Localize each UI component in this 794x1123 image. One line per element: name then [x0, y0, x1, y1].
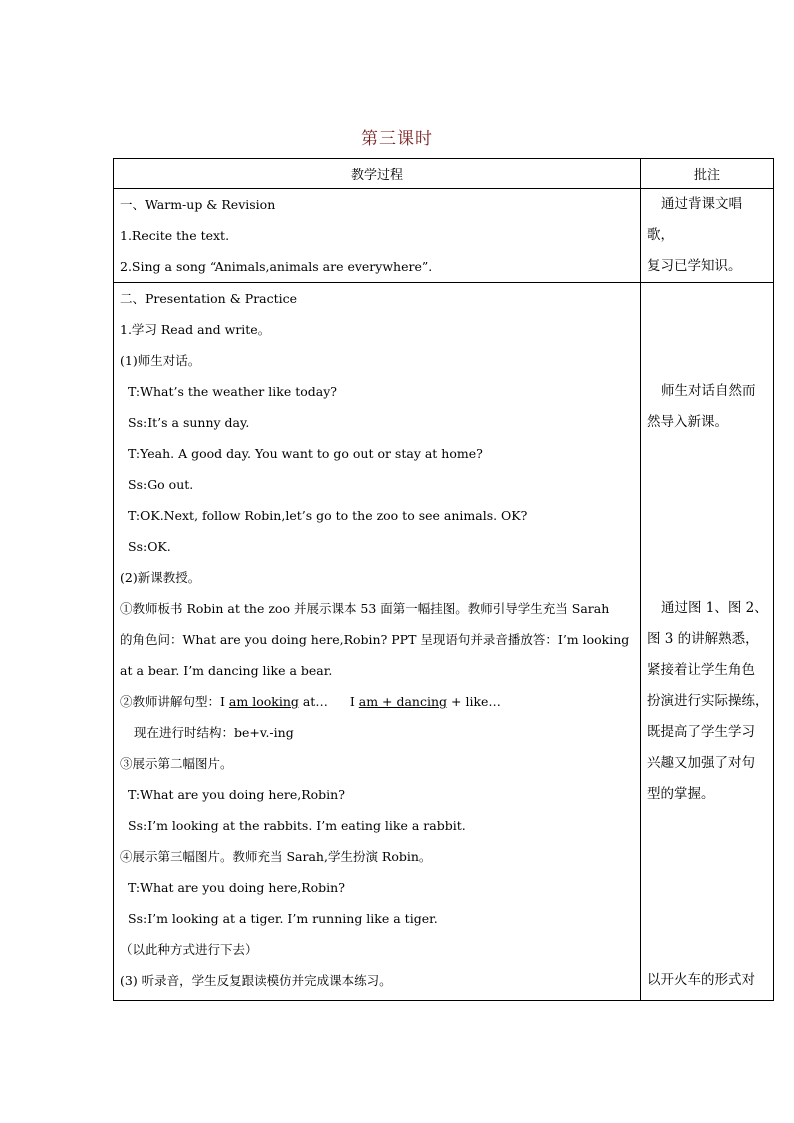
step-read-write: 1.学习 Read and write。 — [120, 322, 271, 337]
item-4: ④展示第三幅图片。教师充当 Sarah,学生扮演 Robin。 — [120, 849, 432, 864]
warmup-note-line-2: 复习已学知识。 — [647, 258, 742, 274]
item-2-structure: 现在进行时结构：be+v.-ing — [134, 725, 294, 740]
item-1-line-3: at a bear. I’m dancing like a bear. — [120, 663, 333, 678]
dialog-line: T:What are you doing here,Robin? — [128, 787, 345, 802]
dialog-line: Ss:I’m looking at the rabbits. I’m eating like a rabbit. — [128, 818, 466, 833]
presentation-notes — [641, 283, 774, 1001]
dialog-line: Ss:It’s a sunny day. — [128, 415, 250, 430]
note-pictures-line-5: 既提高了学生学习 — [647, 724, 755, 740]
note-pictures-line-7: 型的掌握。 — [647, 786, 715, 802]
note-pictures-line-2: 图 3 的讲解熟悉， — [647, 631, 759, 647]
header-teaching-process: 教学过程 — [114, 159, 641, 189]
warmup-step-1: 1.Recite the text. — [120, 228, 230, 243]
note-pictures-line-1: 通过图 1、图 2、 — [661, 600, 768, 616]
warmup-note — [641, 189, 774, 283]
dialog-line: T:What are you doing here,Robin? — [128, 880, 345, 895]
warmup-note-line-1: 通过背课文唱歌， — [647, 196, 742, 243]
lesson-plan-table — [113, 158, 774, 1001]
note-pictures-line-3: 紧接着让学生角色 — [647, 662, 755, 678]
sub-listen: (3) 听录音，学生反复跟读模仿并完成课本练习。 — [120, 973, 392, 988]
table-header-row — [114, 159, 774, 189]
sub-dialogue: (1)师生对话。 — [120, 353, 201, 368]
dialog-line: T:Yeah. A good day. You want to go out or stay at home? — [128, 446, 483, 461]
warmup-content — [114, 189, 641, 283]
note-train: 以开火车的形式对 — [647, 972, 755, 988]
warmup-step-2: 2.Sing a song “Animals,animals are everywhere”. — [120, 259, 433, 274]
dialog-line: T:What’s the weather like today? — [128, 384, 337, 399]
dialog-line: Ss:I’m looking at a tiger. I’m running like a tiger. — [128, 911, 438, 926]
item-3: ③展示第二幅图片。 — [120, 756, 233, 771]
note-dialogue — [647, 376, 769, 438]
note-pictures-line-6: 兴趣又加强了对句 — [647, 755, 755, 771]
note-pictures-line-4: 扮演进行实际操练， — [647, 693, 769, 709]
dialog-line: Ss:Go out. — [128, 477, 194, 492]
page-title: 第三课时 — [361, 129, 433, 149]
note-dialogue-line-2: 然导入新课。 — [647, 414, 728, 430]
table-row-warmup — [114, 189, 774, 283]
header-notes: 批注 — [641, 159, 774, 189]
continue-note: （以此种方式进行下去） — [120, 942, 258, 957]
underline-am-looking: am looking — [228, 694, 299, 709]
underline-am-dancing: am + dancing — [358, 694, 448, 709]
presentation-content — [114, 283, 641, 1001]
note-pictures — [647, 593, 769, 810]
presentation-heading: 二、Presentation & Practice — [120, 291, 298, 306]
note-dialogue-line-1: 师生对话自然而 — [661, 383, 756, 399]
item-1-line-2: 的角色问：What are you doing here,Robin? PPT 呈现语句并录音播放答：I’m looking — [120, 632, 630, 647]
dialog-line: Ss:OK. — [128, 539, 171, 554]
sub-new-lesson: (2)新课教授。 — [120, 570, 201, 585]
item-1-line-1: ①教师板书 Robin at the zoo 并展示课本 53 面第一幅挂图。教师引导学生充当 Sarah — [120, 601, 610, 616]
warmup-heading: 一、Warm-up & Revision — [120, 197, 276, 212]
dialog-line: T:OK.Next, follow Robin,let’s go to the zoo to see animals. OK? — [128, 508, 528, 523]
table-row-presentation — [114, 283, 774, 1001]
item-2-sentence-pattern: ②教师讲解句型：I am looking at… I am + dancing + like… — [120, 694, 501, 709]
